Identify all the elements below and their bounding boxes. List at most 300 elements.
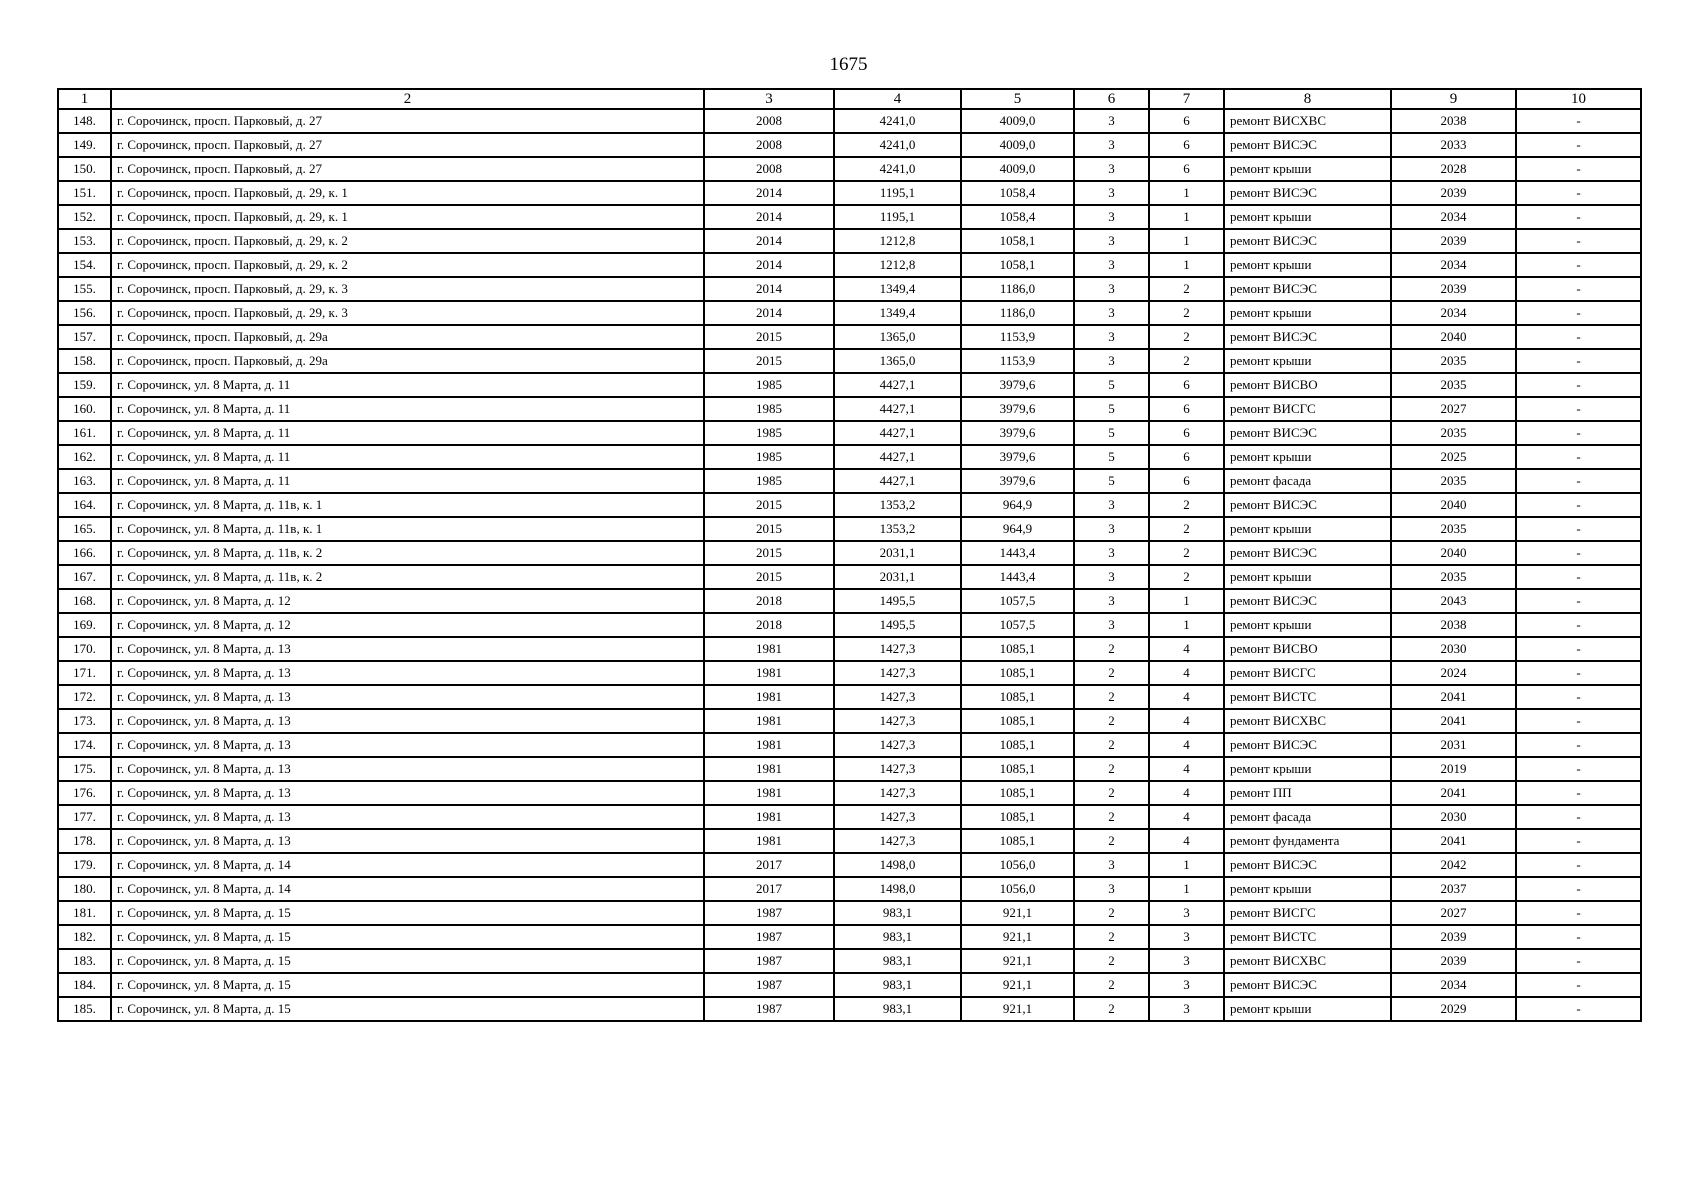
cell-total-area: 1427,3 xyxy=(834,757,961,781)
column-header: 10 xyxy=(1516,89,1641,109)
cell-address: г. Сорочинск, просп. Парковый, д. 29а xyxy=(111,349,704,373)
cell-total-area: 1495,5 xyxy=(834,613,961,637)
cell-work-type: ремонт ВИСЭС xyxy=(1224,493,1391,517)
cell-work-type: ремонт крыши xyxy=(1224,445,1391,469)
cell-planned-year: 2035 xyxy=(1391,517,1516,541)
cell-row-number: 172. xyxy=(58,685,111,709)
cell-planned-year: 2034 xyxy=(1391,301,1516,325)
cell-work-type: ремонт ВИСЭС xyxy=(1224,181,1391,205)
cell-planned-year: 2040 xyxy=(1391,493,1516,517)
cell-planned-year: 2028 xyxy=(1391,157,1516,181)
cell-floors: 3 xyxy=(1074,613,1149,637)
cell-row-number: 162. xyxy=(58,445,111,469)
cell-total-area: 983,1 xyxy=(834,901,961,925)
cell-living-area: 3979,6 xyxy=(961,373,1074,397)
cell-floors: 2 xyxy=(1074,949,1149,973)
cell-row-number: 163. xyxy=(58,469,111,493)
cell-row-number: 183. xyxy=(58,949,111,973)
cell-work-type: ремонт ВИСВО xyxy=(1224,637,1391,661)
cell-floors: 3 xyxy=(1074,253,1149,277)
cell-note: - xyxy=(1516,853,1641,877)
cell-floors: 2 xyxy=(1074,901,1149,925)
cell-row-number: 156. xyxy=(58,301,111,325)
cell-living-area: 1085,1 xyxy=(961,661,1074,685)
cell-note: - xyxy=(1516,685,1641,709)
cell-entrances: 4 xyxy=(1149,805,1224,829)
cell-work-type: ремонт ВИСГС xyxy=(1224,901,1391,925)
cell-living-area: 4009,0 xyxy=(961,109,1074,133)
table-row xyxy=(58,589,1641,613)
table-row xyxy=(58,565,1641,589)
cell-living-area: 1058,1 xyxy=(961,229,1074,253)
cell-entrances: 2 xyxy=(1149,349,1224,373)
cell-row-number: 157. xyxy=(58,325,111,349)
table-row xyxy=(58,205,1641,229)
cell-note: - xyxy=(1516,229,1641,253)
cell-floors: 2 xyxy=(1074,781,1149,805)
cell-note: - xyxy=(1516,781,1641,805)
cell-row-number: 168. xyxy=(58,589,111,613)
cell-planned-year: 2027 xyxy=(1391,901,1516,925)
cell-living-area: 1153,9 xyxy=(961,325,1074,349)
table-row xyxy=(58,157,1641,181)
cell-work-type: ремонт ВИСЭС xyxy=(1224,421,1391,445)
cell-planned-year: 2039 xyxy=(1391,229,1516,253)
cell-note: - xyxy=(1516,373,1641,397)
cell-total-area: 4241,0 xyxy=(834,133,961,157)
cell-address: г. Сорочинск, просп. Парковый, д. 27 xyxy=(111,109,704,133)
cell-living-area: 1186,0 xyxy=(961,301,1074,325)
cell-floors: 3 xyxy=(1074,133,1149,157)
cell-row-number: 184. xyxy=(58,973,111,997)
housing-repair-table xyxy=(57,88,1642,1022)
cell-work-type: ремонт ВИСЭС xyxy=(1224,589,1391,613)
cell-living-area: 1153,9 xyxy=(961,349,1074,373)
cell-row-number: 180. xyxy=(58,877,111,901)
cell-row-number: 149. xyxy=(58,133,111,157)
cell-row-number: 185. xyxy=(58,997,111,1021)
cell-row-number: 176. xyxy=(58,781,111,805)
cell-year-built: 2015 xyxy=(704,493,834,517)
table-row xyxy=(58,493,1641,517)
cell-address: г. Сорочинск, просп. Парковый, д. 29, к. 1 xyxy=(111,181,704,205)
cell-row-number: 153. xyxy=(58,229,111,253)
table-row xyxy=(58,853,1641,877)
cell-planned-year: 2035 xyxy=(1391,373,1516,397)
table-row xyxy=(58,325,1641,349)
cell-row-number: 158. xyxy=(58,349,111,373)
cell-floors: 3 xyxy=(1074,565,1149,589)
cell-living-area: 3979,6 xyxy=(961,397,1074,421)
cell-entrances: 6 xyxy=(1149,421,1224,445)
cell-note: - xyxy=(1516,565,1641,589)
cell-living-area: 964,9 xyxy=(961,517,1074,541)
cell-work-type: ремонт ВИСГС xyxy=(1224,397,1391,421)
cell-planned-year: 2034 xyxy=(1391,973,1516,997)
cell-address: г. Сорочинск, ул. 8 Марта, д. 13 xyxy=(111,685,704,709)
cell-year-built: 1981 xyxy=(704,733,834,757)
cell-year-built: 1985 xyxy=(704,445,834,469)
cell-living-area: 1085,1 xyxy=(961,829,1074,853)
cell-planned-year: 2035 xyxy=(1391,349,1516,373)
cell-floors: 5 xyxy=(1074,373,1149,397)
table-row xyxy=(58,517,1641,541)
cell-living-area: 921,1 xyxy=(961,997,1074,1021)
cell-work-type: ремонт крыши xyxy=(1224,253,1391,277)
cell-year-built: 1981 xyxy=(704,781,834,805)
cell-floors: 3 xyxy=(1074,493,1149,517)
cell-floors: 2 xyxy=(1074,685,1149,709)
cell-living-area: 1058,4 xyxy=(961,181,1074,205)
cell-year-built: 1985 xyxy=(704,397,834,421)
cell-living-area: 3979,6 xyxy=(961,469,1074,493)
cell-year-built: 1987 xyxy=(704,997,834,1021)
cell-row-number: 167. xyxy=(58,565,111,589)
table-row xyxy=(58,925,1641,949)
cell-total-area: 1427,3 xyxy=(834,733,961,757)
cell-total-area: 2031,1 xyxy=(834,565,961,589)
cell-entrances: 6 xyxy=(1149,133,1224,157)
cell-note: - xyxy=(1516,445,1641,469)
table-row xyxy=(58,133,1641,157)
cell-total-area: 4427,1 xyxy=(834,445,961,469)
cell-address: г. Сорочинск, просп. Парковый, д. 29, к. 2 xyxy=(111,253,704,277)
cell-work-type: ремонт фасада xyxy=(1224,805,1391,829)
table-row xyxy=(58,901,1641,925)
table-row xyxy=(58,469,1641,493)
cell-floors: 3 xyxy=(1074,205,1149,229)
cell-address: г. Сорочинск, ул. 8 Марта, д. 13 xyxy=(111,709,704,733)
cell-planned-year: 2037 xyxy=(1391,877,1516,901)
cell-entrances: 3 xyxy=(1149,925,1224,949)
cell-work-type: ремонт ВИСХВС xyxy=(1224,109,1391,133)
cell-entrances: 6 xyxy=(1149,397,1224,421)
cell-planned-year: 2035 xyxy=(1391,565,1516,589)
cell-row-number: 170. xyxy=(58,637,111,661)
cell-entrances: 1 xyxy=(1149,613,1224,637)
cell-note: - xyxy=(1516,133,1641,157)
column-header: 9 xyxy=(1391,89,1516,109)
cell-planned-year: 2040 xyxy=(1391,325,1516,349)
cell-work-type: ремонт крыши xyxy=(1224,157,1391,181)
cell-year-built: 2018 xyxy=(704,589,834,613)
cell-address: г. Сорочинск, просп. Парковый, д. 29, к. 2 xyxy=(111,229,704,253)
table-row xyxy=(58,997,1641,1021)
cell-planned-year: 2034 xyxy=(1391,205,1516,229)
cell-total-area: 4241,0 xyxy=(834,109,961,133)
cell-entrances: 6 xyxy=(1149,109,1224,133)
table-row xyxy=(58,301,1641,325)
cell-row-number: 173. xyxy=(58,709,111,733)
cell-year-built: 2008 xyxy=(704,109,834,133)
cell-note: - xyxy=(1516,421,1641,445)
cell-living-area: 3979,6 xyxy=(961,445,1074,469)
cell-entrances: 3 xyxy=(1149,973,1224,997)
table-row xyxy=(58,229,1641,253)
cell-work-type: ремонт крыши xyxy=(1224,613,1391,637)
cell-floors: 3 xyxy=(1074,877,1149,901)
cell-work-type: ремонт крыши xyxy=(1224,565,1391,589)
table-row xyxy=(58,373,1641,397)
page-number: 1675 xyxy=(829,54,868,75)
cell-note: - xyxy=(1516,157,1641,181)
cell-note: - xyxy=(1516,277,1641,301)
cell-entrances: 4 xyxy=(1149,733,1224,757)
table-row xyxy=(58,397,1641,421)
cell-work-type: ремонт ВИСЭС xyxy=(1224,973,1391,997)
cell-planned-year: 2039 xyxy=(1391,181,1516,205)
table-row xyxy=(58,181,1641,205)
cell-year-built: 2018 xyxy=(704,613,834,637)
cell-year-built: 2017 xyxy=(704,877,834,901)
cell-address: г. Сорочинск, ул. 8 Марта, д. 11 xyxy=(111,373,704,397)
cell-planned-year: 2035 xyxy=(1391,421,1516,445)
cell-address: г. Сорочинск, ул. 8 Марта, д. 15 xyxy=(111,997,704,1021)
cell-address: г. Сорочинск, ул. 8 Марта, д. 15 xyxy=(111,901,704,925)
cell-total-area: 1353,2 xyxy=(834,493,961,517)
cell-floors: 2 xyxy=(1074,925,1149,949)
cell-work-type: ремонт ВИСХВС xyxy=(1224,949,1391,973)
cell-living-area: 1058,4 xyxy=(961,205,1074,229)
cell-row-number: 175. xyxy=(58,757,111,781)
cell-planned-year: 2033 xyxy=(1391,133,1516,157)
cell-living-area: 1085,1 xyxy=(961,709,1074,733)
cell-address: г. Сорочинск, просп. Парковый, д. 29, к. 3 xyxy=(111,301,704,325)
cell-address: г. Сорочинск, просп. Парковый, д. 29а xyxy=(111,325,704,349)
header-row xyxy=(58,89,1641,109)
cell-living-area: 3979,6 xyxy=(961,421,1074,445)
cell-row-number: 148. xyxy=(58,109,111,133)
cell-address: г. Сорочинск, ул. 8 Марта, д. 12 xyxy=(111,613,704,637)
cell-total-area: 2031,1 xyxy=(834,541,961,565)
cell-floors: 3 xyxy=(1074,301,1149,325)
column-header: 7 xyxy=(1149,89,1224,109)
cell-year-built: 1981 xyxy=(704,685,834,709)
table-row xyxy=(58,421,1641,445)
cell-entrances: 2 xyxy=(1149,565,1224,589)
cell-living-area: 1057,5 xyxy=(961,589,1074,613)
cell-total-area: 1365,0 xyxy=(834,325,961,349)
cell-note: - xyxy=(1516,493,1641,517)
cell-entrances: 4 xyxy=(1149,757,1224,781)
cell-row-number: 165. xyxy=(58,517,111,541)
cell-entrances: 2 xyxy=(1149,517,1224,541)
cell-entrances: 4 xyxy=(1149,829,1224,853)
cell-entrances: 1 xyxy=(1149,229,1224,253)
cell-planned-year: 2019 xyxy=(1391,757,1516,781)
cell-address: г. Сорочинск, ул. 8 Марта, д. 13 xyxy=(111,733,704,757)
cell-floors: 5 xyxy=(1074,469,1149,493)
cell-total-area: 4241,0 xyxy=(834,157,961,181)
cell-total-area: 1498,0 xyxy=(834,877,961,901)
table-row xyxy=(58,805,1641,829)
cell-living-area: 921,1 xyxy=(961,949,1074,973)
cell-living-area: 921,1 xyxy=(961,925,1074,949)
cell-address: г. Сорочинск, просп. Парковый, д. 27 xyxy=(111,133,704,157)
cell-work-type: ремонт ВИСЭС xyxy=(1224,853,1391,877)
cell-total-area: 1427,3 xyxy=(834,637,961,661)
cell-floors: 3 xyxy=(1074,229,1149,253)
cell-row-number: 181. xyxy=(58,901,111,925)
cell-planned-year: 2034 xyxy=(1391,253,1516,277)
cell-living-area: 4009,0 xyxy=(961,133,1074,157)
cell-address: г. Сорочинск, ул. 8 Марта, д. 12 xyxy=(111,589,704,613)
cell-planned-year: 2024 xyxy=(1391,661,1516,685)
cell-row-number: 179. xyxy=(58,853,111,877)
cell-total-area: 4427,1 xyxy=(834,421,961,445)
cell-year-built: 2015 xyxy=(704,325,834,349)
cell-planned-year: 2030 xyxy=(1391,805,1516,829)
cell-planned-year: 2038 xyxy=(1391,613,1516,637)
cell-floors: 2 xyxy=(1074,997,1149,1021)
cell-row-number: 152. xyxy=(58,205,111,229)
cell-total-area: 1349,4 xyxy=(834,277,961,301)
cell-year-built: 2014 xyxy=(704,301,834,325)
cell-row-number: 151. xyxy=(58,181,111,205)
cell-living-area: 921,1 xyxy=(961,901,1074,925)
cell-entrances: 2 xyxy=(1149,277,1224,301)
cell-total-area: 1498,0 xyxy=(834,853,961,877)
cell-note: - xyxy=(1516,805,1641,829)
cell-work-type: ремонт ПП xyxy=(1224,781,1391,805)
cell-year-built: 1985 xyxy=(704,469,834,493)
cell-planned-year: 2029 xyxy=(1391,997,1516,1021)
cell-work-type: ремонт ВИСЭС xyxy=(1224,541,1391,565)
cell-year-built: 2014 xyxy=(704,205,834,229)
cell-total-area: 1195,1 xyxy=(834,181,961,205)
cell-floors: 3 xyxy=(1074,109,1149,133)
table-row xyxy=(58,541,1641,565)
cell-living-area: 964,9 xyxy=(961,493,1074,517)
cell-year-built: 1987 xyxy=(704,901,834,925)
cell-address: г. Сорочинск, ул. 8 Марта, д. 11 xyxy=(111,469,704,493)
table-row xyxy=(58,613,1641,637)
cell-address: г. Сорочинск, ул. 8 Марта, д. 11 xyxy=(111,445,704,469)
cell-work-type: ремонт крыши xyxy=(1224,205,1391,229)
cell-note: - xyxy=(1516,637,1641,661)
cell-note: - xyxy=(1516,997,1641,1021)
cell-year-built: 2015 xyxy=(704,541,834,565)
cell-living-area: 1443,4 xyxy=(961,541,1074,565)
cell-planned-year: 2041 xyxy=(1391,685,1516,709)
cell-floors: 3 xyxy=(1074,181,1149,205)
cell-floors: 2 xyxy=(1074,733,1149,757)
cell-work-type: ремонт крыши xyxy=(1224,301,1391,325)
cell-work-type: ремонт ВИСТС xyxy=(1224,685,1391,709)
cell-address: г. Сорочинск, ул. 8 Марта, д. 11в, к. 1 xyxy=(111,517,704,541)
table-row xyxy=(58,829,1641,853)
cell-row-number: 169. xyxy=(58,613,111,637)
cell-living-area: 921,1 xyxy=(961,973,1074,997)
cell-entrances: 4 xyxy=(1149,709,1224,733)
table-row xyxy=(58,949,1641,973)
cell-entrances: 4 xyxy=(1149,685,1224,709)
table-row xyxy=(58,253,1641,277)
cell-planned-year: 2043 xyxy=(1391,589,1516,613)
cell-entrances: 1 xyxy=(1149,589,1224,613)
cell-floors: 2 xyxy=(1074,973,1149,997)
cell-row-number: 182. xyxy=(58,925,111,949)
cell-living-area: 1056,0 xyxy=(961,853,1074,877)
table-row xyxy=(58,277,1641,301)
cell-planned-year: 2027 xyxy=(1391,397,1516,421)
cell-floors: 3 xyxy=(1074,349,1149,373)
cell-total-area: 1427,3 xyxy=(834,805,961,829)
cell-floors: 3 xyxy=(1074,853,1149,877)
cell-row-number: 155. xyxy=(58,277,111,301)
cell-note: - xyxy=(1516,589,1641,613)
cell-planned-year: 2041 xyxy=(1391,709,1516,733)
cell-work-type: ремонт ВИСХВС xyxy=(1224,709,1391,733)
cell-work-type: ремонт крыши xyxy=(1224,877,1391,901)
cell-address: г. Сорочинск, ул. 8 Марта, д. 11 xyxy=(111,421,704,445)
cell-row-number: 166. xyxy=(58,541,111,565)
cell-planned-year: 2039 xyxy=(1391,925,1516,949)
cell-note: - xyxy=(1516,949,1641,973)
cell-address: г. Сорочинск, ул. 8 Марта, д. 13 xyxy=(111,805,704,829)
cell-floors: 5 xyxy=(1074,421,1149,445)
cell-living-area: 1085,1 xyxy=(961,637,1074,661)
table-row xyxy=(58,877,1641,901)
cell-note: - xyxy=(1516,517,1641,541)
cell-entrances: 3 xyxy=(1149,949,1224,973)
cell-living-area: 1443,4 xyxy=(961,565,1074,589)
cell-year-built: 2014 xyxy=(704,253,834,277)
cell-note: - xyxy=(1516,925,1641,949)
cell-note: - xyxy=(1516,757,1641,781)
cell-total-area: 1212,8 xyxy=(834,253,961,277)
cell-entrances: 2 xyxy=(1149,301,1224,325)
cell-living-area: 1056,0 xyxy=(961,877,1074,901)
cell-entrances: 1 xyxy=(1149,877,1224,901)
cell-total-area: 4427,1 xyxy=(834,373,961,397)
cell-floors: 2 xyxy=(1074,829,1149,853)
cell-total-area: 983,1 xyxy=(834,973,961,997)
cell-year-built: 1981 xyxy=(704,661,834,685)
cell-work-type: ремонт ВИСЭС xyxy=(1224,229,1391,253)
cell-year-built: 1985 xyxy=(704,421,834,445)
cell-year-built: 1987 xyxy=(704,973,834,997)
table-row xyxy=(58,709,1641,733)
cell-row-number: 154. xyxy=(58,253,111,277)
cell-entrances: 1 xyxy=(1149,205,1224,229)
cell-note: - xyxy=(1516,301,1641,325)
cell-entrances: 6 xyxy=(1149,445,1224,469)
cell-entrances: 3 xyxy=(1149,997,1224,1021)
cell-address: г. Сорочинск, просп. Парковый, д. 29, к. 3 xyxy=(111,277,704,301)
cell-floors: 3 xyxy=(1074,541,1149,565)
cell-entrances: 1 xyxy=(1149,853,1224,877)
cell-note: - xyxy=(1516,541,1641,565)
cell-note: - xyxy=(1516,397,1641,421)
cell-work-type: ремонт ВИСЭС xyxy=(1224,733,1391,757)
cell-planned-year: 2038 xyxy=(1391,109,1516,133)
cell-row-number: 177. xyxy=(58,805,111,829)
cell-note: - xyxy=(1516,349,1641,373)
cell-note: - xyxy=(1516,733,1641,757)
cell-year-built: 1987 xyxy=(704,949,834,973)
column-header: 8 xyxy=(1224,89,1391,109)
cell-note: - xyxy=(1516,109,1641,133)
cell-total-area: 1353,2 xyxy=(834,517,961,541)
cell-entrances: 4 xyxy=(1149,781,1224,805)
cell-entrances: 1 xyxy=(1149,253,1224,277)
table-body xyxy=(58,109,1641,1021)
cell-row-number: 171. xyxy=(58,661,111,685)
table-row xyxy=(58,349,1641,373)
cell-address: г. Сорочинск, ул. 8 Марта, д. 15 xyxy=(111,973,704,997)
cell-work-type: ремонт крыши xyxy=(1224,349,1391,373)
